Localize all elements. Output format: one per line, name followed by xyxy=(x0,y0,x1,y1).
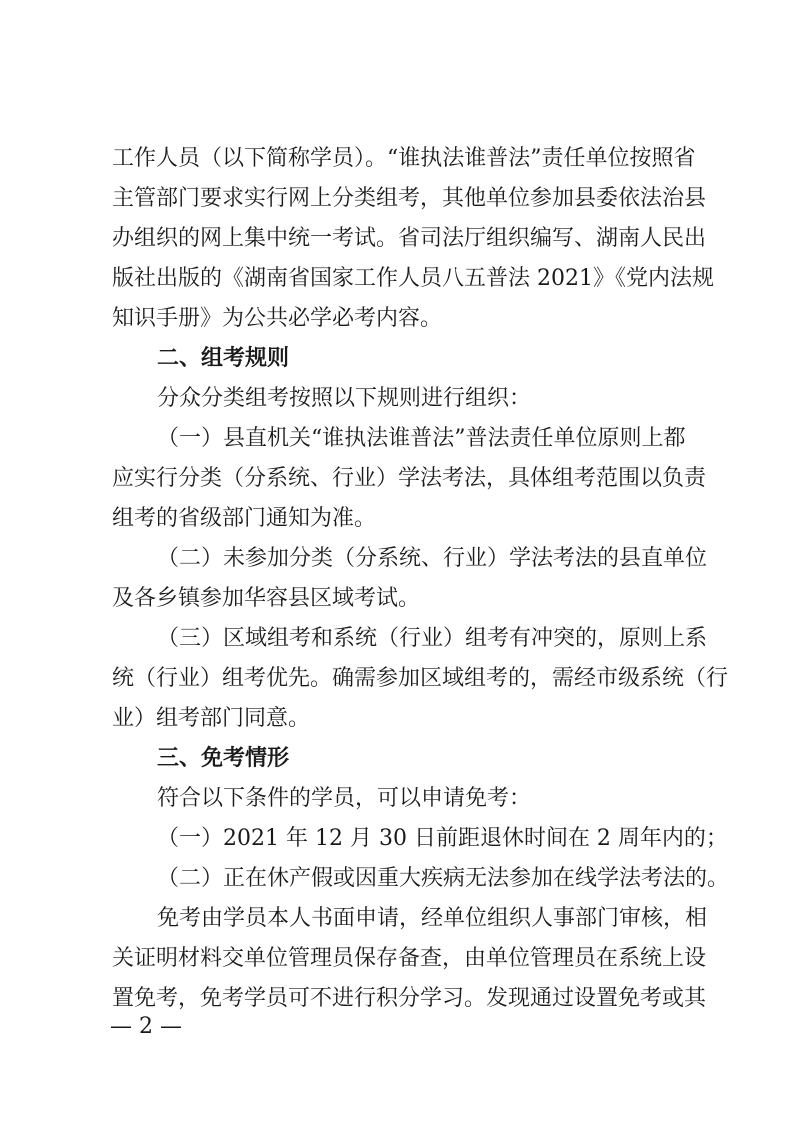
body-line: （二）未参加分类（分系统、行业）学法考法的县直单位 xyxy=(157,546,708,571)
body-line: 版社出版的《湖南省国家工作人员八五普法 2021》《党内法规 xyxy=(112,266,714,291)
body-line: 符合以下条件的学员，可以申请免考： xyxy=(157,786,532,811)
body-line: 免考由学员本人书面申请，经单位组织人事部门审核，相 xyxy=(157,906,708,931)
body-line: 知识手册》为公共必学必考内容。 xyxy=(112,306,443,331)
body-line: 关证明材料交单位管理员保存备查，由单位管理员在系统上设 xyxy=(112,946,707,971)
body-line: 办组织的网上集中统一考试。省司法厅组织编写、湖南人民出 xyxy=(112,226,707,251)
body-line: 及各乡镇参加华容县区域考试。 xyxy=(112,586,421,611)
body-line: （二）正在休产假或因重大疾病无法参加在线学法考法的。 xyxy=(157,866,730,891)
body-line: 工作人员（以下简称学员）。“谁执法谁普法”责任单位按照省 xyxy=(112,146,696,171)
body-line: （三）区域组考和系统（行业）组考有冲突的，原则上系 xyxy=(157,626,708,651)
body-line: （一）2021 年 12 月 30 日前距退休时间在 2 周年内的； xyxy=(157,826,728,851)
body-line: 业）组考部门同意。 xyxy=(112,706,311,731)
body-line: 应实行分类（分系统、行业）学法考法，具体组考范围以负责 xyxy=(112,466,707,491)
page-number: — 2 — xyxy=(110,1014,182,1039)
section-heading: 三、免考情形 xyxy=(157,746,290,771)
body-line: 置免考，免考学员可不进行积分学习。发现通过设置免考或其 xyxy=(112,986,707,1011)
body-line: 统（行业）组考优先。确需参加区域组考的，需经市级系统（行 xyxy=(112,666,729,691)
body-line: 分众分类组考按照以下规则进行组织： xyxy=(157,386,532,411)
body-line: （一）县直机关“谁执法谁普法”普法责任单位原则上都 xyxy=(157,426,686,451)
section-heading: 二、组考规则 xyxy=(157,346,290,371)
body-line: 组考的省级部门通知为准。 xyxy=(112,506,377,531)
body-line: 主管部门要求实行网上分类组考，其他单位参加县委依法治县 xyxy=(112,186,707,211)
